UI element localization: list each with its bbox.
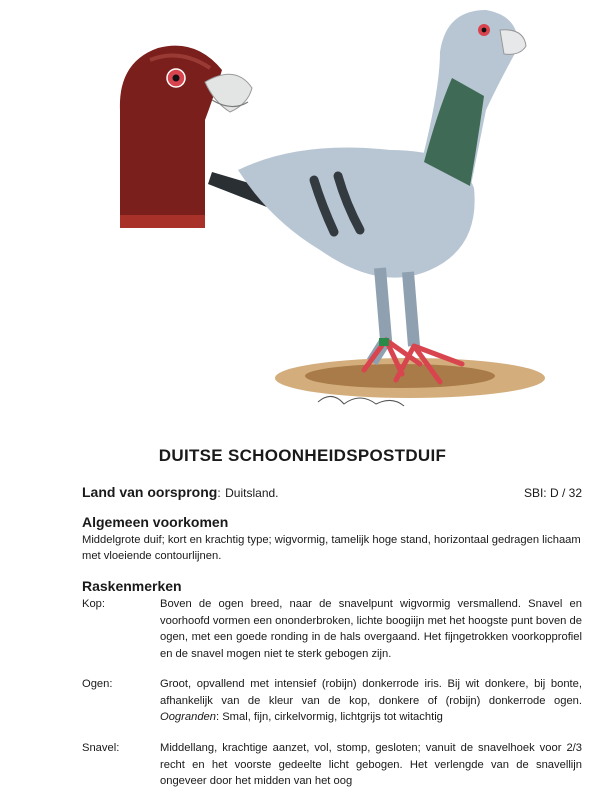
red-head-drawing	[120, 46, 252, 228]
trait-kop	[82, 596, 582, 662]
origin-row	[82, 484, 582, 502]
trait-label: Snavel:	[82, 742, 120, 754]
trait-snavel	[82, 740, 582, 790]
trait-text-container	[160, 676, 582, 726]
trait-text: Middellang, krachtige aanzet, vol, stomp, gesloten; vanuit de snavelhoek voor 2/3 recht en het voorste gedeelte licht gebogen. Het verlengde van de snavellijn ongeveer door het midden van het oog	[160, 742, 582, 787]
sbi-code: SBI: D / 32	[523, 486, 582, 500]
general-text: Middelgrote duif; kort en krachtig type; wigvormig, tamelijk hoge stand, horizontaal gedragen lichaam met vloeiende contourlijnen.	[82, 534, 581, 562]
origin-value: Duitsland.	[225, 486, 279, 500]
origin-separator: :	[217, 486, 221, 500]
origin-label: Land van oorsprong	[82, 484, 218, 500]
traits-heading: Raskenmerken	[82, 578, 182, 594]
oogranden-text: : Smal, fijn, cirkelvormig, lichtgrijs tot witachtig	[215, 711, 443, 723]
trait-label: Kop:	[82, 598, 106, 610]
trait-text: Boven de ogen breed, naar de snavelpunt wigvormig versmallend. Snavel en voorhoofd vormen een ononderbroken, lichte boogiijn met het hoogste punt boven de ogen, met een goede ronding in de hals overgaand. Het fijngetrokken voorkopprofiel en de snavel mogen niet te sterk gebogen zijn.	[160, 598, 582, 660]
origin-info	[82, 484, 279, 502]
general-heading: Algemeen voorkomen	[82, 514, 229, 530]
oogranden-label: Oogranden	[160, 711, 216, 723]
main-pigeon-drawing	[208, 10, 545, 406]
page-title: DUITSE SCHOONHEIDSPOSTDUIF	[158, 446, 447, 465]
trait-text: Groot, opvallend met intensief (robijn) donkerrode iris. Bij wit donkere, bij bonte, afhankelijk van de kleur van de kop, donkere of (robijn) donkerrode ogen.	[160, 678, 582, 707]
trait-label: Ogen:	[82, 678, 113, 690]
trait-ogen	[82, 676, 582, 726]
